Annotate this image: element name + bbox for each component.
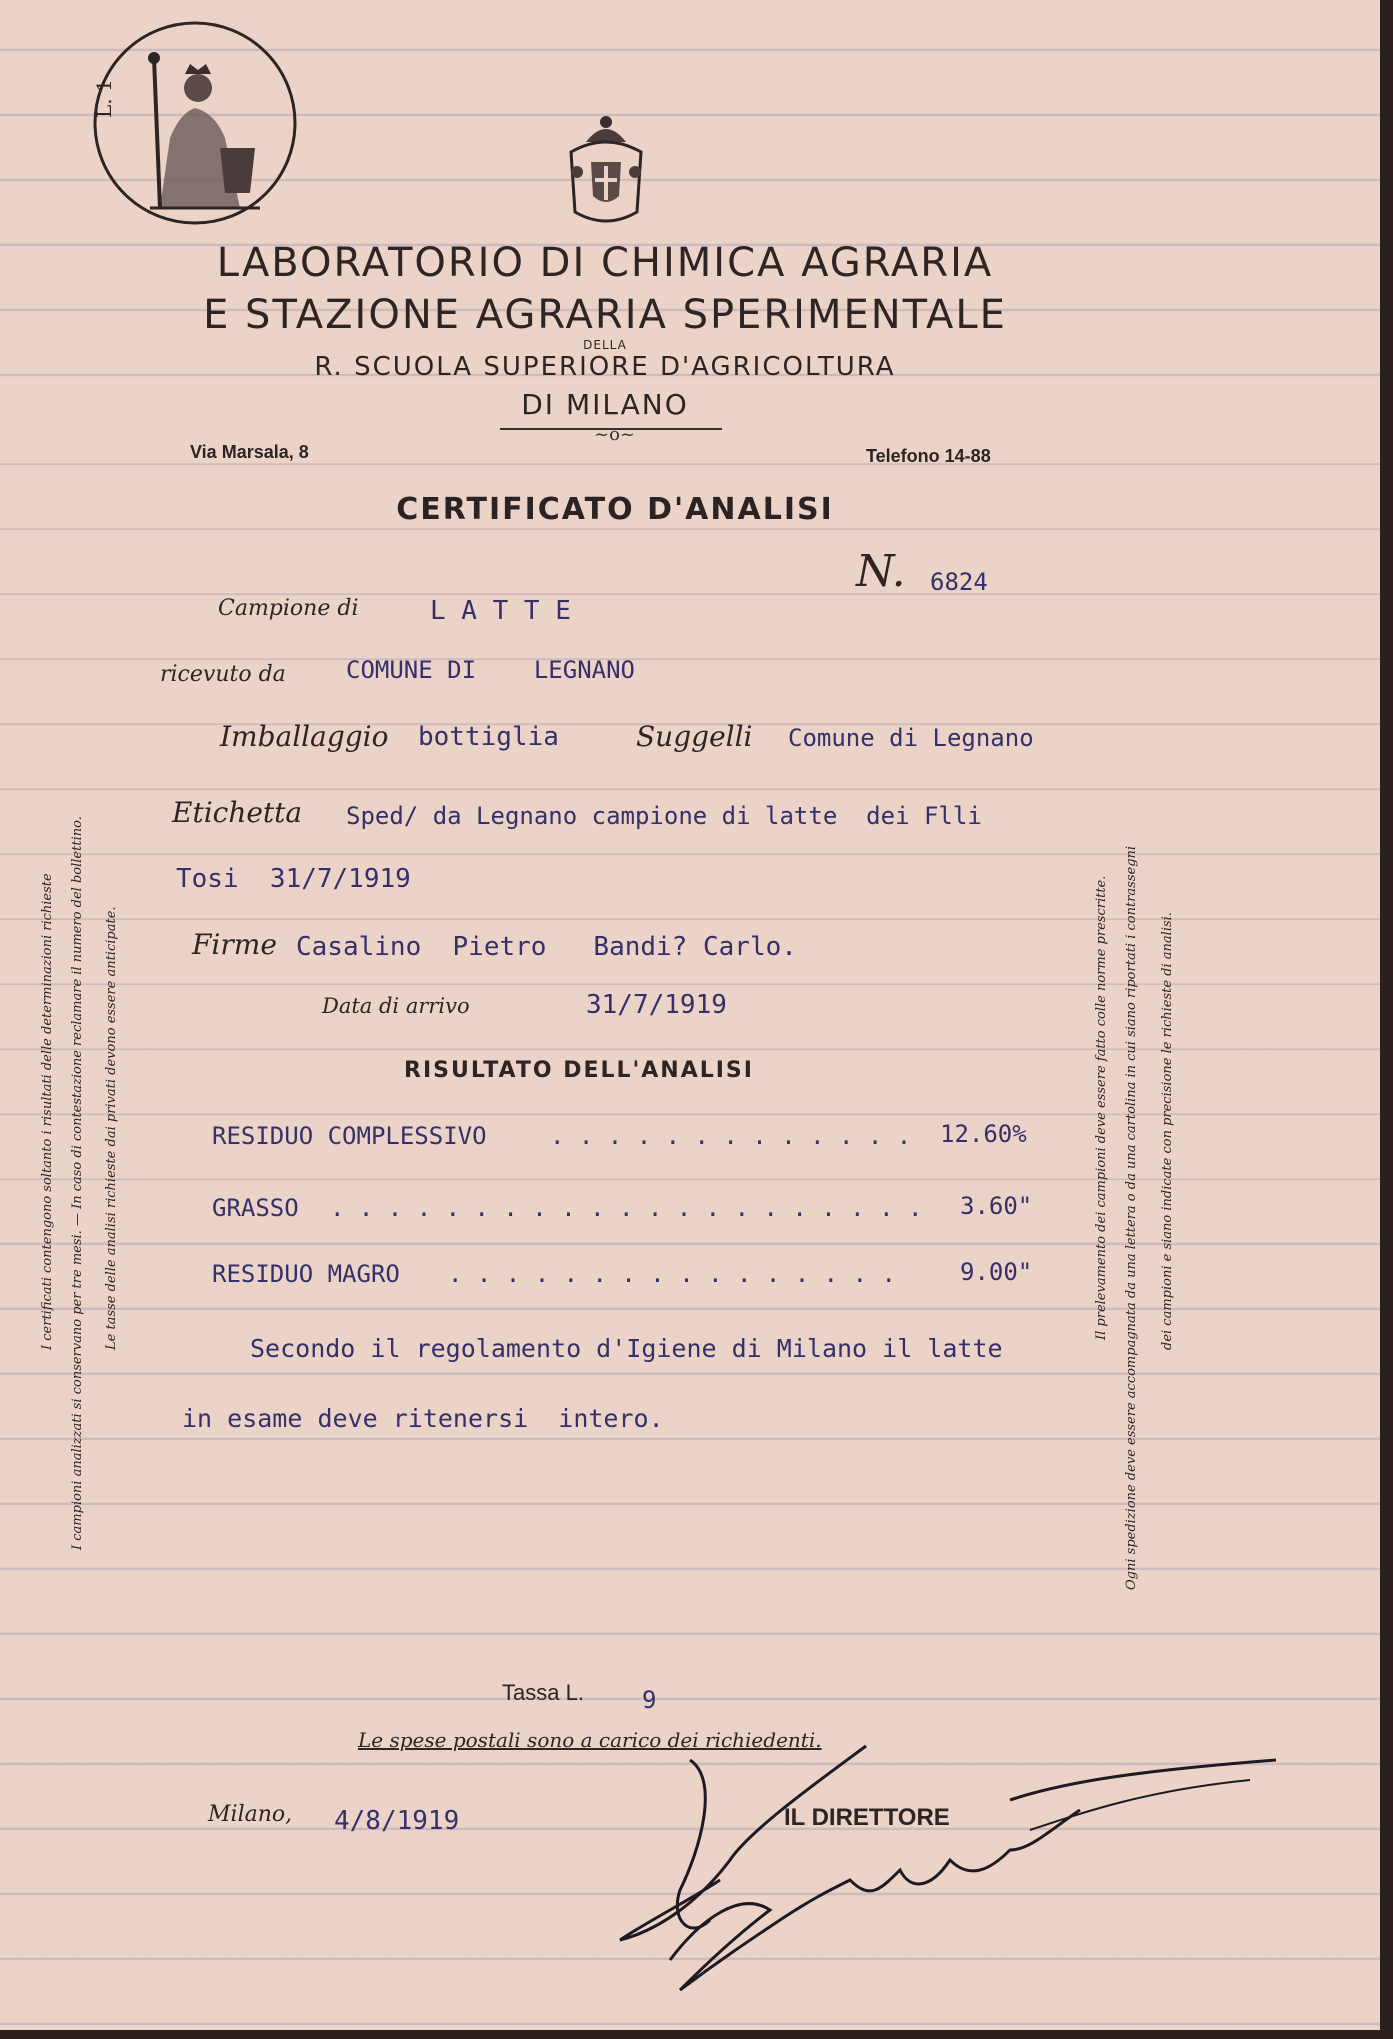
suggelli-value: Comune di Legnano <box>788 724 1034 752</box>
campione-value: L A T T E <box>430 596 571 626</box>
side-note-right: Il prelevamento dei campioni deve essere fatto colle norme prescritte. <box>1094 875 1109 1340</box>
ricevuto-value: COMUNE DI LEGNANO <box>346 656 635 684</box>
result-row-label: RESIDUO MAGRO <box>212 1260 400 1288</box>
certificate-number: 6824 <box>930 568 988 596</box>
seal-label: L. 1 <box>92 79 116 118</box>
result-row-label: RESIDUO COMPLESSIVO <box>212 1122 487 1150</box>
place: Milano, <box>208 1802 293 1827</box>
page-edge-right <box>1380 0 1393 2039</box>
lab-name-line2: E STAZIONE AGRARIA SPERIMENTALE <box>203 292 1007 338</box>
firme-value: Casalino Pietro Bandi? Carlo. <box>296 932 797 962</box>
royal-crest-icon <box>563 112 649 230</box>
result-row-value: 3.60" <box>960 1192 1033 1220</box>
result-row-dots: . . . . . . . . . . . . . . . . . . . . . <box>330 1194 923 1222</box>
side-note-right: dei campioni e siano indicate con precisione le richieste di analisi. <box>1160 912 1175 1350</box>
imballaggio-value: bottiglia <box>418 722 559 752</box>
document-title: CERTIFICATO D'ANALISI <box>396 492 834 527</box>
fee-label: Tassa L. <box>502 1680 584 1705</box>
campione-label: Campione di <box>218 596 359 621</box>
issue-date: 4/8/1919 <box>334 1806 460 1836</box>
side-note-left: I certificati contengono soltanto i risultati delle determinazioni richieste <box>40 873 55 1350</box>
italia-seal <box>90 18 300 228</box>
firme-label: Firme <box>192 928 277 961</box>
page-edge-bottom <box>0 2030 1393 2039</box>
arrivo-label: Data di arrivo <box>322 994 470 1018</box>
postal-note: Le spese postali sono a carico dei richiedenti. <box>358 1728 822 1752</box>
results-heading: RISULTATO DELL'ANALISI <box>404 1058 754 1083</box>
ricevuto-label: ricevuto da <box>160 662 286 687</box>
telephone: Telefono 14-88 <box>866 446 991 466</box>
result-row-dots: . . . . . . . . . . . . . . . . <box>448 1260 896 1288</box>
result-row-value: 9.00" <box>960 1258 1033 1286</box>
address: Via Marsala, 8 <box>190 442 309 462</box>
conclusion-line1: Secondo il regolamento d'Igiene di Milano il latte <box>250 1334 1003 1363</box>
side-note-left: Le tasse delle analisi richieste dai privati devono essere anticipate. <box>104 906 119 1350</box>
etichetta-value: Sped/ da Legnano campione di latte dei Flli <box>346 802 982 830</box>
result-row-label: GRASSO <box>212 1194 299 1222</box>
result-row-value: 12.60% <box>940 1120 1027 1148</box>
result-row-dots: . . . . . . . . . . . . . <box>550 1122 912 1150</box>
number-label: N. <box>856 546 906 597</box>
etichetta-continuation: Tosi 31/7/1919 <box>176 864 411 894</box>
etichetta-label: Etichetta <box>172 796 303 829</box>
fee-value: 9 <box>642 1686 657 1714</box>
imballaggio-label: Imballaggio <box>220 720 389 753</box>
lab-name-della: DELLA <box>583 338 627 352</box>
lab-name-line3: R. SCUOLA SUPERIORE D'AGRICOLTURA <box>314 352 896 382</box>
lab-name-line4: DI MILANO <box>521 388 689 421</box>
divider-ornament: ~o~ <box>594 424 636 445</box>
director-title: IL DIRETTORE <box>784 1804 950 1831</box>
side-note-right: Ogni spedizione deve essere accompagnata da una lettera o da una cartolina in cui siano riportati i contrassegni <box>1124 845 1139 1590</box>
lab-name-line1: LABORATORIO DI CHIMICA AGRARIA <box>216 240 994 286</box>
side-note-left: I campioni analizzati si conservano per tre mesi. — In caso di contestazione reclamare il numero del bollettino. <box>70 816 85 1550</box>
arrivo-value: 31/7/1919 <box>586 990 727 1020</box>
suggelli-label: Suggelli <box>636 720 753 753</box>
director-signature <box>610 1740 1290 2010</box>
conclusion-line2: in esame deve ritenersi intero. <box>182 1404 664 1433</box>
